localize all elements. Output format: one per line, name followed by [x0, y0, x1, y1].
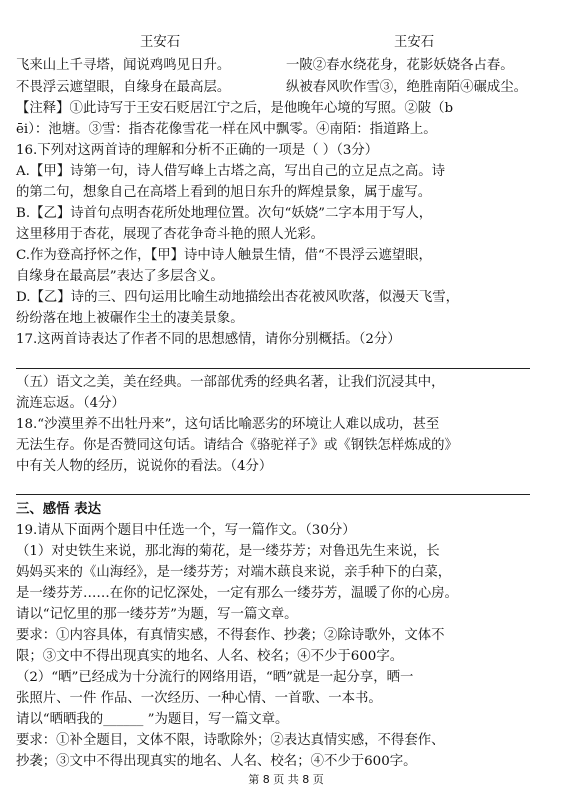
q16-option-b-1: B.【乙】诗首句点明杏花所处地理位置。次句“妖娆”二字本用于写人， — [16, 206, 433, 221]
q16-option-c-1: C.作为登高抒怀之作，【甲】诗中诗人触景生情，借“不畏浮云遮望眼， — [16, 248, 432, 263]
poem-a-line-2: 不畏浮云遮望眼，自缘身在最高层。 — [16, 80, 231, 95]
q18-line-2: 无法生存。你是否赞同这句话。请结合《骆驼祥子》或《钢铁怎样炼成的》 — [16, 438, 458, 453]
q19-stem: 19.请从下面两个题目中任选一个，写一篇作文。（30分） — [16, 523, 356, 538]
q19-opt1-line-1: （1）对史铁生来说，那北海的菊花，是一缕芬芳；对鲁迅先生来说，长 — [16, 544, 440, 559]
q16-stem: 16.下列对这两首诗的理解和分析不正确的一项是（ ）（3分） — [16, 143, 379, 158]
q18-line-1: 18.“沙漠里养不出牡丹来”，这句话比喻恶劣的环境让人难以成功，甚至 — [16, 417, 440, 432]
q19-opt1-line-5: 要求：①内容具体，有真情实感，不得套作、抄袭；②除诗歌外，文体不 — [16, 628, 445, 643]
q19-opt1-line-3: 是一缕芬芳……在你的记忆深处，一定有那么一缕芬芳，温暖了你的心房。 — [16, 586, 458, 601]
section-3-title: 三、感悟 表达 — [16, 502, 102, 517]
section-5-line-2: 流连忘返。（4分） — [16, 396, 125, 411]
answer-line-q17 — [16, 368, 530, 369]
notes-line-2: ēi）：池塘。③雪：指杏花像雪花一样在风中飘零。④南陌：指道路上。 — [16, 122, 437, 137]
q16-option-a-1: A.【甲】诗第一句，诗人借写峰上古塔之高，写出自己的立足点之高。诗 — [16, 164, 446, 179]
notes-line-1: 【注释】①此诗写于王安石贬居江宁之后，是他晚年心境的写照。②陂（b — [16, 101, 454, 116]
poem-b-line-1: 一陂②春水绕花身，花影妖娆各占春。 — [286, 58, 514, 73]
q16-option-d-2: 纷纷落在地上被碾作尘土的凄美景象。 — [16, 311, 244, 326]
q19-opt2-line-3: 请以“晒晒我的______ ”为题目，写一篇文章。 — [16, 712, 289, 727]
q19-opt1-line-6: 限；③文中不得出现真实的地名、人名、校名；④不少于600字。 — [16, 649, 404, 664]
q19-opt2-line-5: 抄袭；③文中不得出现真实的地名、人名、校名；④不少于600字。 — [16, 754, 417, 769]
q19-opt2-line-4: 要求：①补全题目，文体不限，诗歌除外；②表达真情实感，不得套作、 — [16, 733, 445, 748]
poem-b-author: 王安石 — [394, 35, 435, 50]
q19-opt2-line-1: （2）“晒”已经成为十分流行的网络用语，“晒”就是一起分享，晒一 — [16, 670, 414, 685]
section-5-line-1: （五）语文之美，美在经典。一部部优秀的经典名著，让我们沉浸其中， — [16, 375, 445, 390]
q16-option-c-2: 自缘身在最高层”表达了多层含义。 — [16, 269, 224, 284]
q16-option-d-1: D.【乙】诗的三、四句运用比喻生动地描绘出杏花被风吹落，似漫天飞雪， — [16, 290, 460, 305]
poem-a-line-1: 飞来山上千寻塔，闻说鸡鸣见日升。 — [16, 58, 231, 73]
q18-line-3: 中有关人物的经历，说说你的看法。（4分） — [16, 459, 273, 474]
poem-b-line-2: 纵被春风吹作雪③，绝胜南陌④碾成尘。 — [286, 80, 528, 95]
q17-stem: 17.这两首诗表达了作者不同的思想感情，请你分别概括。（2分） — [16, 332, 401, 347]
q16-option-b-2: 这里移用于杏花，展现了杏花争奇斗艳的照人光彩。 — [16, 227, 324, 242]
q16-option-a-2: 的第二句，想象自己在高塔上看到的旭日东升的辉煌景象，属于虚写。 — [16, 185, 432, 200]
answer-line-q18 — [16, 494, 530, 495]
page-footer: 第 8 页 共 8 页 — [248, 773, 324, 786]
q19-opt1-line-2: 妈妈买来的《山海经》，是一缕芬芳；对端木蕻良来说，亲手种下的白菜， — [16, 565, 452, 580]
q19-opt1-line-4: 请以“记忆里的那一缕芬芳”为题，写一篇文章。 — [16, 607, 298, 622]
q19-opt2-line-2: 张照片、一件 作品、一次经历、一种心情、一首歌、一本书。 — [16, 691, 382, 706]
poem-a-author: 王安石 — [140, 35, 181, 50]
